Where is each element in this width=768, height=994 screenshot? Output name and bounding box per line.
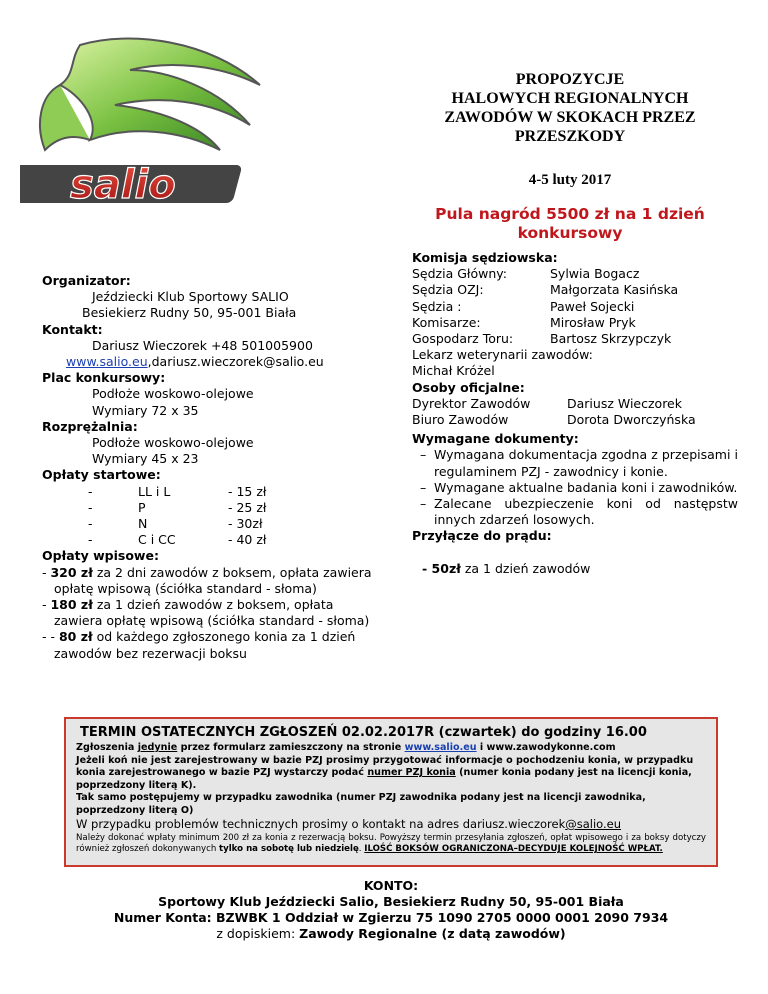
document-title: [400, 70, 740, 146]
contact-person: Dariusz Wieczorek +48 501005900: [92, 337, 313, 353]
contact-email: ,dariusz.wieczorek@salio.eu: [147, 354, 324, 370]
title-line: PRZESZKODY: [514, 128, 626, 145]
salio-logo: [20, 25, 300, 225]
account-holder: Sportowy Klub Jeździecki Salio, Besiekierz Rudny 50, 95-001 Biała: [158, 894, 624, 909]
payment-info: Należy dokonać wpłaty minimum 200 zł za konia z rezerwacją boksu. Powyższy termin przesyłania zgłoszeń, opłat wpisowego i za boksy dotyczy również zgłoszeń dokonywanych tylko na sobotę lub niedzielę. ILOŚĆ BOKSÓW OGRANICZONA–DECYDUJE KOLEJNOŚĆ WPŁAT.: [76, 833, 706, 854]
entry-fee-item: - 320 zł za 2 dni zawodów z boksem, opłata zawiera opłatę wpisową (ściółka standard - słoma): [42, 564, 372, 596]
fee-price: - 25 zł: [228, 499, 267, 515]
organizer-label: Organizator:: [42, 273, 131, 288]
fee-row: - LL i L - 15 zł: [88, 483, 267, 499]
left-column: [42, 273, 382, 662]
officials-label: Osoby oficjalne:: [412, 379, 525, 395]
account-number: Numer Konta: BZWBK 1 Oddział w Zgierzu 75 1090 2705 0000 0001 2090 7934: [113, 910, 669, 925]
prize-line: Pula nagród 5500 zł na 1 dzień: [435, 205, 705, 223]
power-label: Przyłącze do prądu:: [412, 528, 552, 544]
vet-label: Lekarz weterynarii zawodów:: [412, 347, 593, 363]
fee-row: - C i CC - 40 zł: [88, 532, 267, 548]
warmup-dimensions: Wymiary 45 x 23: [92, 451, 199, 467]
document-item: – Wymagana dokumentacja zgodna z przepisami i regulaminem PZJ - zawodnicy i konie.: [434, 447, 738, 479]
arena-label: Plac konkursowy:: [42, 370, 166, 386]
start-fees-list: [42, 484, 382, 549]
fee-class: P: [138, 499, 146, 515]
organizer-name: Jeździecki Klub Sportowy SALIO: [92, 289, 289, 305]
power-fee: - 50zł za 1 dzień zawodów: [422, 560, 591, 576]
contact-label: Kontakt:: [42, 321, 103, 337]
fee-class: LL i L: [138, 483, 171, 499]
arena-dimensions: Wymiary 72 x 35: [92, 402, 199, 418]
official-row: Biuro Zawodów Dorota Dworczyńska: [412, 412, 696, 428]
vet-name: Michał Króżel: [412, 363, 495, 379]
fee-row: - N - 30zł: [88, 516, 263, 532]
warmup-surface: Podłoże woskowo-olejowe: [92, 435, 254, 451]
title-line: ZAWODÓW W SKOKACH PRZEZ: [444, 109, 696, 126]
fee-price: - 15 zł: [228, 483, 267, 499]
tech-contact: W przypadku problemów technicznych prosimy o kontakt na adres dariusz.wieczorek@salio.eu: [76, 817, 622, 831]
official-row: Dyrektor Zawodów Dariusz Wieczorek: [412, 395, 682, 411]
submission-info: Zgłoszenia jedynie przez formularz zamieszczony na stronie www.salio.eu i www.zawodykonne.com: [76, 742, 616, 753]
jury-row: Sędzia : Paweł Sojecki: [412, 298, 635, 314]
entry-fee-item: - - 80 zł od każdego zgłoszonego konia za 1 dzień zawodów bez rezerwacji boksu: [42, 629, 356, 661]
arena-surface: Podłoże woskowo-olejowe: [92, 386, 254, 402]
jury-row: Sędzia Główny: Sylwia Bogacz: [412, 266, 640, 282]
officials-list: [412, 396, 738, 428]
deadline-heading: TERMIN OSTATECZNYCH ZGŁOSZEŃ 02.02.2017R (czwartek) do godziny 16.00: [80, 725, 647, 740]
title-line: HALOWYCH REGIONALNYCH: [451, 90, 689, 107]
horse-info: Jeżeli koń nie jest zarejestrowany w bazie PZJ prosimy przygotować informacje o pochodzeniu konia, w przypadku konia zarejestrowanego w bazie PZJ wystarczy podać numer PZJ konia (numer konia podany jest na licencji konia, poprzedzony literą K).: [76, 754, 694, 791]
documents-label: Wymagane dokumenty:: [412, 431, 579, 447]
fee-row: - P - 25 zł: [88, 499, 267, 515]
rider-info: Tak samo postępujemy w przypadku zawodnika (numer PZJ zawodnika podany jest na licencji zawodnika, poprzedzony literą O): [76, 792, 646, 816]
account-label: KONTO:: [363, 878, 419, 893]
start-fees-label: Opłaty startowe:: [42, 467, 161, 483]
jury-row: Komisarze: Mirosław Pryk: [412, 314, 636, 330]
fee-class: C i CC: [138, 532, 176, 548]
entry-fees-list: [42, 565, 372, 662]
jury-row: Gospodarz Toru: Bartosz Skrzypczyk: [412, 331, 672, 347]
jury-label: Komisja sędziowska:: [412, 250, 558, 265]
jury-list: [412, 266, 738, 347]
bank-account: [64, 878, 718, 942]
entry-fee-item: - 180 zł za 1 dzień zawodów z boksem, opłata zawiera opłatę wpisową (ściółka standard - słoma): [42, 597, 370, 629]
document-item: – Wymagane aktualne badania koni i zawodników.: [434, 480, 738, 496]
deadline-box: [64, 717, 718, 867]
entry-fees-label: Opłaty wpisowe:: [42, 548, 159, 564]
documents-list: [412, 447, 738, 528]
jury-row: Sędzia OZJ: Małgorzata Kasińska: [412, 282, 679, 298]
organizer-address: Besiekierz Rudny 50, 95-001 Biała: [82, 305, 297, 321]
event-date: 4-5 luty 2017: [528, 172, 612, 188]
prize-pool: [410, 205, 730, 243]
fee-price: - 30zł: [228, 516, 263, 532]
website-link[interactable]: www.salio.eu: [66, 354, 148, 370]
right-column: [412, 250, 738, 577]
warmup-label: Rozprężalnia:: [42, 418, 138, 434]
account-note: z dopiskiem: Zawody Regionalne (z datą zawodów): [216, 926, 566, 941]
website-link[interactable]: www.salio.eu: [404, 742, 477, 753]
logo-text: salio: [70, 162, 176, 208]
contact-links: [42, 354, 382, 370]
fee-class: N: [138, 516, 148, 532]
title-line: PROPOZYCJE: [515, 71, 625, 88]
fee-price: - 40 zł: [228, 532, 267, 548]
prize-line: konkursowy: [517, 224, 623, 242]
document-item: – Zalecane ubezpieczenie koni od następstw innych zdarzeń losowych.: [434, 496, 738, 528]
